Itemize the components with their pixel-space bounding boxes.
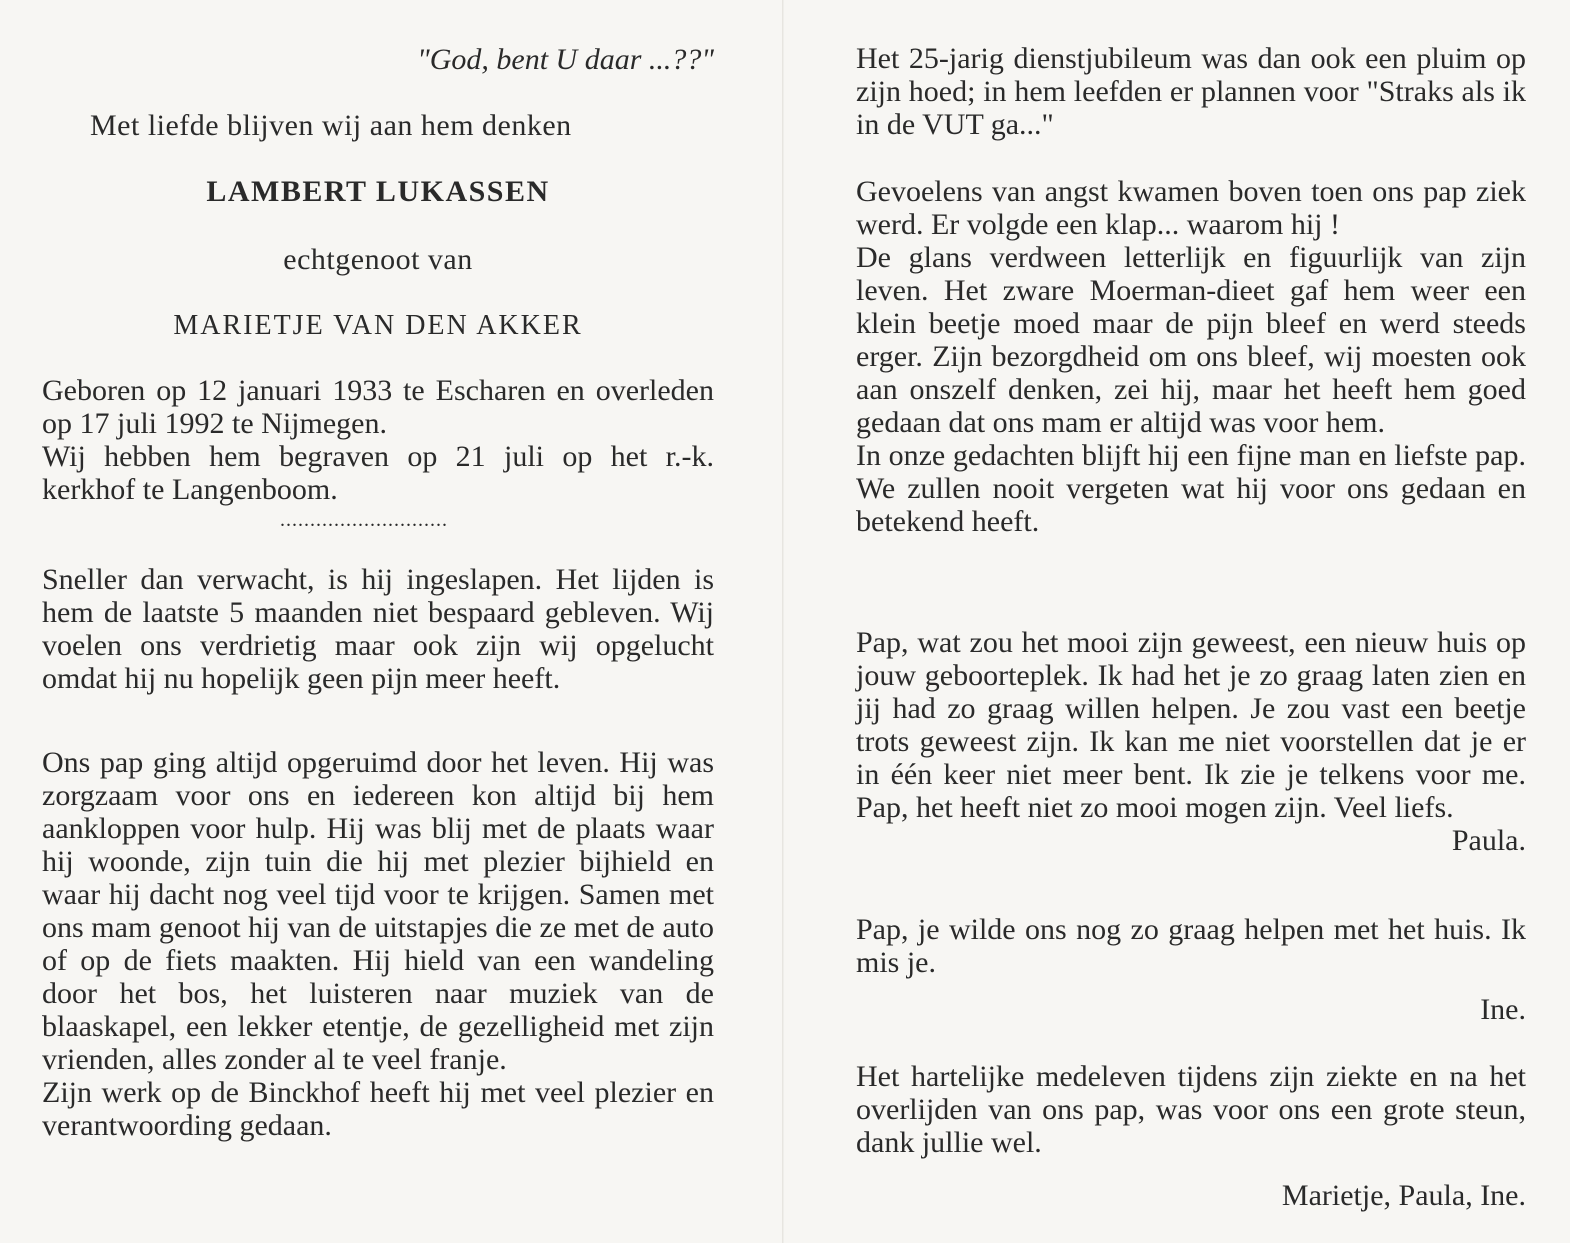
paragraph-text: Pap, je wilde ons nog zo graag helpen met het huis. Ik mis je. — [856, 913, 1526, 979]
life-dates-block — [42, 374, 714, 506]
dotted-separator: ............................ — [280, 509, 448, 531]
message-ine — [856, 913, 1526, 1026]
paragraph-1 — [42, 563, 714, 695]
motto: "God, bent U daar ...??" — [417, 43, 714, 76]
signature-ine: Ine. — [1480, 993, 1526, 1026]
paragraph-text: Gevoelens van angst kwamen boven toen ons pap ziek werd. Er volgde een klap... waarom hij ! — [856, 175, 1526, 241]
spouse-label: echtgenoot van — [283, 243, 473, 276]
thanks-block — [856, 1060, 1526, 1212]
paragraph-jubilee — [856, 42, 1526, 141]
paragraph-text: Pap, wat zou het mooi zijn geweest, een nieuw huis op jouw geboorteplek. Ik had het je zo graag laten zien en jij had zo graag willen helpen. Je zou vast een beetje trots geweest zijn. Ik kan me niet voorstellen dat je er in één keer niet meer bent. Ik zie je telkens voor me. Pap, het heeft niet zo mooi mogen zijn. Veel liefs. — [856, 626, 1526, 824]
paragraph-text: Het 25-jarig dienstjubileum was dan ook een pluim op zijn hoed; in hem leefden er plannen voor "Straks als ik in de VUT ga..." — [856, 42, 1526, 141]
paragraph-text: Sneller dan verwacht, is hij ingeslapen. Het lijden is hem de laatste 5 maanden niet bespaard gebleven. Wij voelen ons verdrietig maar ook zijn wij opgelucht omdat hij nu hopelijk geen pijn meer heeft. — [42, 563, 714, 695]
card-fold — [782, 0, 784, 1243]
paragraph-text: In onze gedachten blijft hij een fijne man en liefste pap. We zullen nooit vergeten wat hij voor ons gedaan en betekend heeft. — [856, 439, 1526, 538]
signature-paula: Paula. — [1451, 824, 1526, 857]
paragraph-text: Het hartelijke medeleven tijdens zijn ziekte en na het overlijden van ons pap, was voor ons een grote steun, dank jullie wel. — [856, 1060, 1526, 1159]
paragraph-2 — [42, 746, 714, 1142]
paragraph-text: Zijn werk op de Binckhof heeft hij met veel plezier en verantwoording gedaan. — [42, 1076, 714, 1142]
message-paula — [856, 626, 1526, 857]
paragraph-illness — [856, 175, 1526, 538]
signature-family: Marietje, Paula, Ine. — [1281, 1179, 1526, 1212]
deceased-name: LAMBERT LUKASSEN — [206, 175, 550, 208]
birth-death-text: Geboren op 12 januari 1933 te Escharen en overleden op 17 juli 1992 te Nijmegen. — [42, 374, 714, 440]
paragraph-text: De glans verdween letterlijk en figuurlijk van zijn leven. Het zware Moerman-dieet gaf hem weer een klein beetje moed maar de pijn bleef en werd steeds erger. Zijn bezorgdheid om ons bleef, wij moesten ook aan onszelf denken, zei hij, maar het heeft hem goed gedaan dat ons mam er altijd was voor hem. — [856, 241, 1526, 439]
intro-line: Met liefde blijven wij aan hem denken — [90, 109, 572, 142]
spouse-name: MARIETJE VAN DEN AKKER — [173, 310, 583, 341]
paragraph-text: Ons pap ging altijd opgeruimd door het leven. Hij was zorgzaam voor ons en iedereen kon altijd bij hem aankloppen voor hulp. Hij was blij met de plaats waar hij woonde, zijn tuin die hij met plezier bijhield en waar hij dacht nog veel tijd voor te krijgen. Samen met ons mam genoot hij van de uitstapjes die ze met de auto of op de fiets maakten. Hij hield van een wandeling door het bos, het luisteren naar muziek van de blaaskapel, een lekker etentje, de gezelligheid met zijn vrienden, alles zonder al te veel franje. — [42, 746, 714, 1076]
burial-text: Wij hebben hem begraven op 21 juli op het r.-k. kerkhof te Langenboom. — [42, 440, 714, 506]
